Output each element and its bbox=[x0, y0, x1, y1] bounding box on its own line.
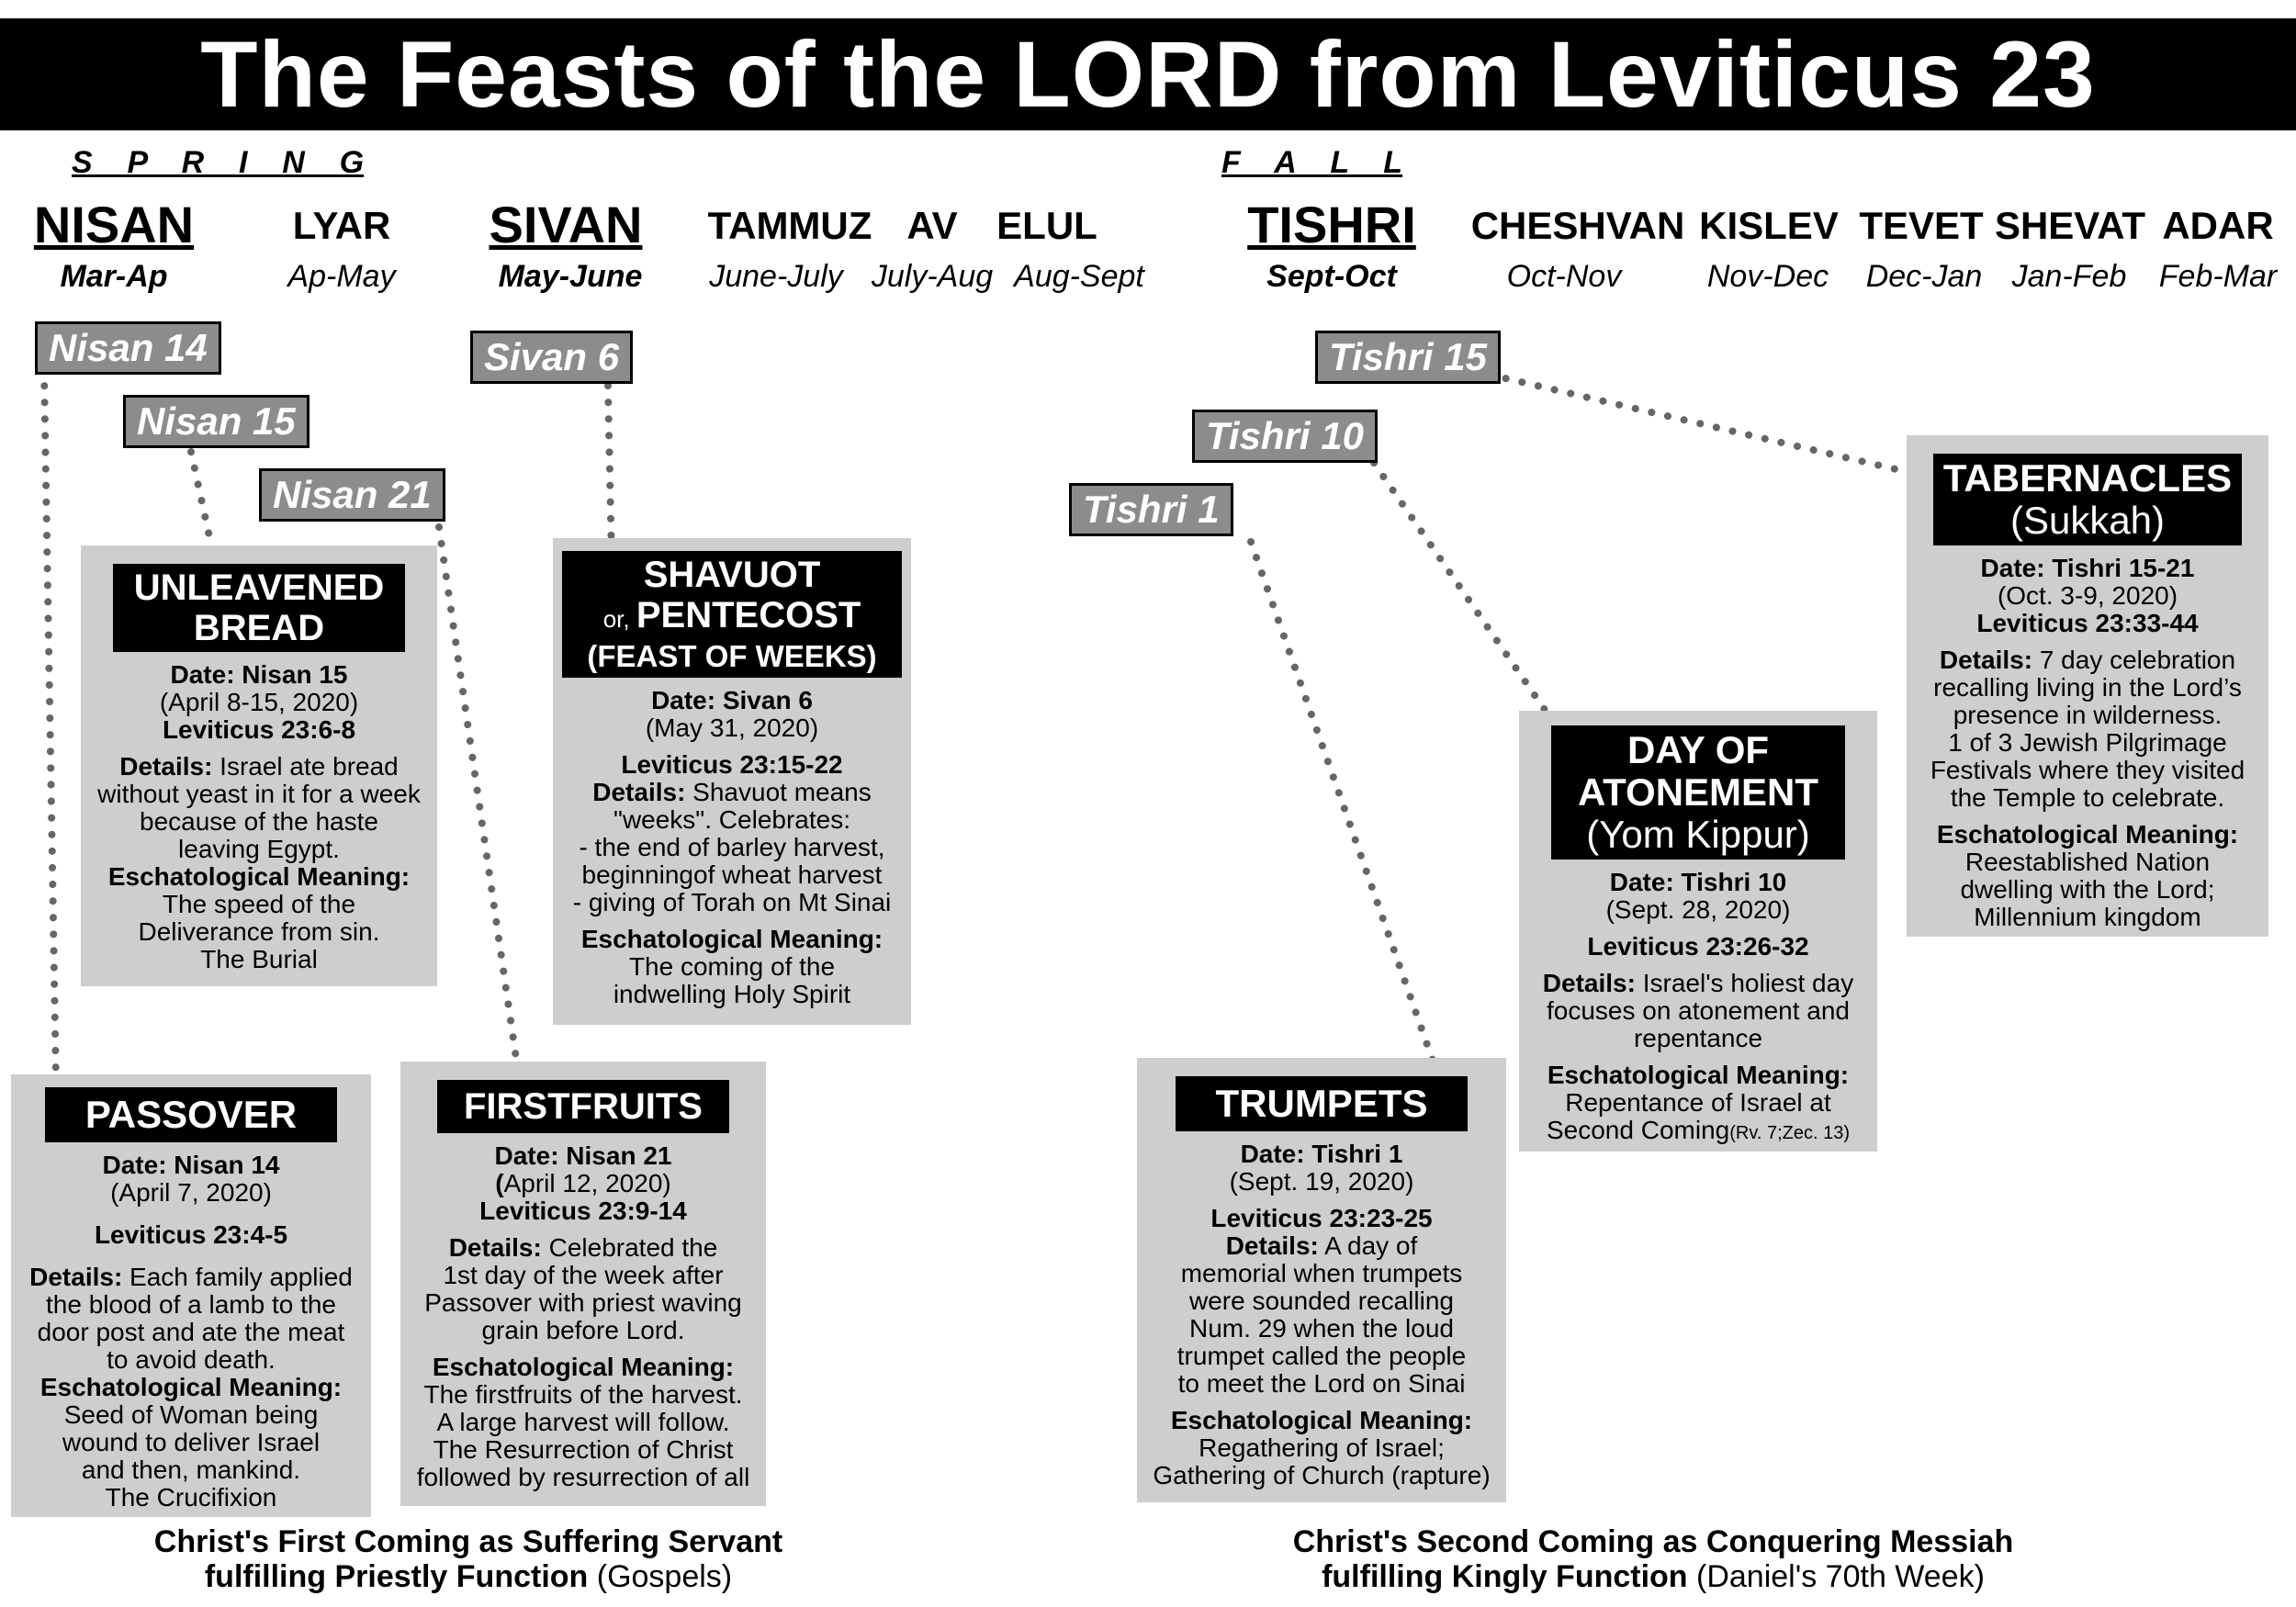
card-day-of-atonement bbox=[1519, 711, 1877, 1152]
tag-tishri-10: Tishri 10 bbox=[1192, 410, 1378, 463]
connector-nisan14-passover bbox=[44, 369, 57, 1139]
feast-details: Details: Israel ate bread without yeast in it for a week because of the haste leaving Egypt. bbox=[97, 752, 421, 863]
feast-title: UNLEAVENED BREAD bbox=[113, 564, 405, 652]
feast-date-year: (May 31, 2020) bbox=[645, 714, 819, 742]
feast-reference: Leviticus 23:6-8 bbox=[162, 715, 356, 744]
feast-title: PASSOVER bbox=[45, 1087, 337, 1142]
feast-reference: Leviticus 23:15-22 bbox=[621, 750, 843, 779]
month-adar: ADAR bbox=[2162, 204, 2274, 247]
feast-reference: Leviticus 23:23-25 bbox=[1210, 1204, 1433, 1232]
feast-date: Date: Nisan 21 bbox=[494, 1141, 672, 1170]
feast-esch-meaning: Repentance of Israel at Second Coming(Rv. 7;Zec. 13) bbox=[1546, 1088, 1850, 1144]
feast-date-year: (April 12, 2020) bbox=[495, 1169, 671, 1197]
feast-esch-meaning: Reestablished Nation dwelling with the Lord; Millennium kingdom bbox=[1960, 848, 2215, 931]
month-range-adar: Feb-Mar bbox=[2158, 259, 2278, 294]
card-trumpets bbox=[1137, 1058, 1506, 1502]
feast-details: Details: A day of memorial when trumpets were sounded recalling Num. 29 when the loud trumpet called the people to meet the Lord on Sinai bbox=[1176, 1231, 1467, 1398]
feast-date: Date: Nisan 15 bbox=[170, 660, 348, 689]
feast-details: Details: 7 day celebration recalling living in the Lord’s presence in wilderness. 1 of 3 Jewish Pilgrimage Festivals where they visited the Temple to celebrate. bbox=[1930, 646, 2245, 812]
page-title: The Feasts of the LORD from Leviticus 23 bbox=[0, 18, 2296, 130]
feast-date-year: (Sept. 28, 2020) bbox=[1605, 895, 1791, 924]
feast-esch-meaning: The speed of the Deliverance from sin. The Burial bbox=[138, 890, 380, 973]
feast-esch-label: Eschatological Meaning: bbox=[432, 1353, 735, 1381]
tag-nisan-14: Nisan 14 bbox=[35, 321, 221, 375]
tag-tishri-1: Tishri 1 bbox=[1069, 483, 1233, 536]
feast-esch-label: Eschatological Meaning: bbox=[1547, 1061, 1850, 1089]
month-range-av: July-Aug bbox=[871, 259, 994, 294]
feast-date: Date: Sivan 6 bbox=[651, 686, 813, 714]
tag-tishri-15: Tishri 15 bbox=[1315, 331, 1501, 384]
feast-esch-meaning: The firstfruits of the harvest. A large harvest will follow. The Resurrection of Christ followed by resurrection of all bbox=[416, 1380, 750, 1491]
feast-date-year: (April 8-15, 2020) bbox=[159, 688, 359, 716]
month-range-nisan: Mar-Ap bbox=[60, 259, 168, 294]
month-kislev: KISLEV bbox=[1699, 204, 1839, 247]
feast-title: FIRSTFRUITS bbox=[437, 1080, 729, 1133]
month-shevat: SHEVAT bbox=[1994, 204, 2146, 247]
feast-details: Details: Celebrated the 1st day of the week after Passover with priest waving grain before Lord. bbox=[424, 1233, 742, 1344]
season-spring: S P R I N G bbox=[72, 145, 365, 180]
feast-esch-label: Eschatological Meaning: bbox=[39, 1373, 343, 1401]
month-tammuz: TAMMUZ bbox=[707, 204, 872, 247]
feast-esch-meaning: Seed of Woman being wound to deliver Israel and then, mankind. The Crucifixion bbox=[62, 1400, 321, 1511]
feast-esch-label: Eschatological Meaning: bbox=[1936, 820, 2239, 848]
month-cheshvan: CHESHVAN bbox=[1470, 204, 1685, 247]
feast-date: Date: Tishri 10 bbox=[1609, 868, 1787, 896]
month-tishri: TISHRI bbox=[1247, 196, 1416, 253]
card-unleavened-bread bbox=[81, 545, 437, 986]
feast-esch-meaning: The coming of the indwelling Holy Spirit bbox=[613, 952, 851, 1008]
tag-nisan-21: Nisan 21 bbox=[259, 468, 445, 522]
footer-first-coming: Christ's First Coming as Suffering Servant fulfilling Priestly Function (Gospels) bbox=[153, 1524, 783, 1594]
month-range-shevat: Jan-Feb bbox=[2011, 259, 2127, 294]
month-elul: ELUL bbox=[996, 204, 1097, 247]
month-range-elul: Aug-Sept bbox=[1014, 259, 1144, 294]
feast-reference: Leviticus 23:33-44 bbox=[1976, 609, 2199, 637]
connector-tishri15-tabernacles bbox=[1490, 375, 1916, 474]
feast-esch-label: Eschatological Meaning: bbox=[107, 862, 411, 891]
card-firstfruits bbox=[400, 1062, 766, 1506]
connector-nisan21-firstfruits bbox=[439, 527, 520, 1084]
footer-second-coming: Christ's Second Coming as Conquering Messiah fulfilling Kingly Function (Daniel's 70th Week) bbox=[1292, 1524, 2014, 1594]
feast-reference: Leviticus 23:4-5 bbox=[94, 1220, 288, 1249]
month-range-sivan: May-June bbox=[498, 259, 643, 294]
connector-tishri1-trumpets bbox=[1251, 542, 1451, 1113]
feast-date: Date: Nisan 14 bbox=[102, 1151, 280, 1179]
feast-reference: Leviticus 23:9-14 bbox=[479, 1197, 687, 1225]
connector-sivan6-shavuot bbox=[608, 386, 612, 562]
month-range-kislev: Nov-Dec bbox=[1706, 259, 1829, 294]
feast-esch-label: Eschatological Meaning: bbox=[580, 925, 884, 953]
feast-reference: Leviticus 23:26-32 bbox=[1587, 932, 1809, 961]
card-tabernacles bbox=[1907, 435, 2268, 937]
month-lyar: LYAR bbox=[292, 204, 391, 247]
feast-details: Details: Israel's holiest day focuses on atonement and repentance bbox=[1542, 969, 1854, 1052]
connector-tishri10-atonement bbox=[1374, 463, 1559, 731]
feast-details: Details: Shavuot means "weeks". Celebrates: - the end of barley harvest, beginningof wheat harvest - giving of Torah on Mt Sinai bbox=[572, 778, 892, 916]
tag-sivan-6: Sivan 6 bbox=[470, 331, 633, 384]
feast-date-year: (April 7, 2020) bbox=[110, 1178, 272, 1207]
feast-title: TRUMPETS bbox=[1176, 1076, 1468, 1131]
month-range-tammuz: June-July bbox=[709, 259, 843, 294]
feast-esch-meaning: Regathering of Israel; Gathering of Church (rapture) bbox=[1153, 1433, 1491, 1489]
feast-details: Details: Each family applied the blood of a lamb to the door post and ate the meat to avoid death. bbox=[29, 1263, 353, 1374]
season-fall: F A L L bbox=[1221, 145, 1403, 180]
month-sivan: SIVAN bbox=[489, 196, 643, 253]
feast-title: SHAVUOT or, PENTECOST (FEAST OF WEEKS) bbox=[562, 551, 902, 678]
month-range-cheshvan: Oct-Nov bbox=[1506, 259, 1622, 294]
feast-date: Date: Tishri 1 bbox=[1240, 1140, 1403, 1168]
month-tevet: TEVET bbox=[1859, 204, 1984, 247]
feast-date: Date: Tishri 15-21 bbox=[1980, 554, 2195, 582]
card-passover bbox=[11, 1074, 371, 1517]
feast-title: TABERNACLES (Sukkah) bbox=[1933, 454, 2242, 545]
feast-esch-label: Eschatological Meaning: bbox=[1170, 1406, 1473, 1434]
feast-date-year: (Sept. 19, 2020) bbox=[1229, 1167, 1414, 1196]
month-range-tevet: Dec-Jan bbox=[1865, 259, 1983, 294]
month-nisan: NISAN bbox=[33, 196, 195, 253]
month-range-tishri: Sept-Oct bbox=[1266, 259, 1397, 294]
feast-date-year: (Oct. 3-9, 2020) bbox=[1997, 581, 2178, 610]
card-shavuot bbox=[553, 538, 911, 1025]
month-av: AV bbox=[906, 204, 958, 247]
feast-title: DAY OF ATONEMENT (Yom Kippur) bbox=[1551, 725, 1845, 860]
month-range-lyar: Ap-May bbox=[287, 259, 396, 294]
tag-nisan-15: Nisan 15 bbox=[123, 395, 310, 448]
